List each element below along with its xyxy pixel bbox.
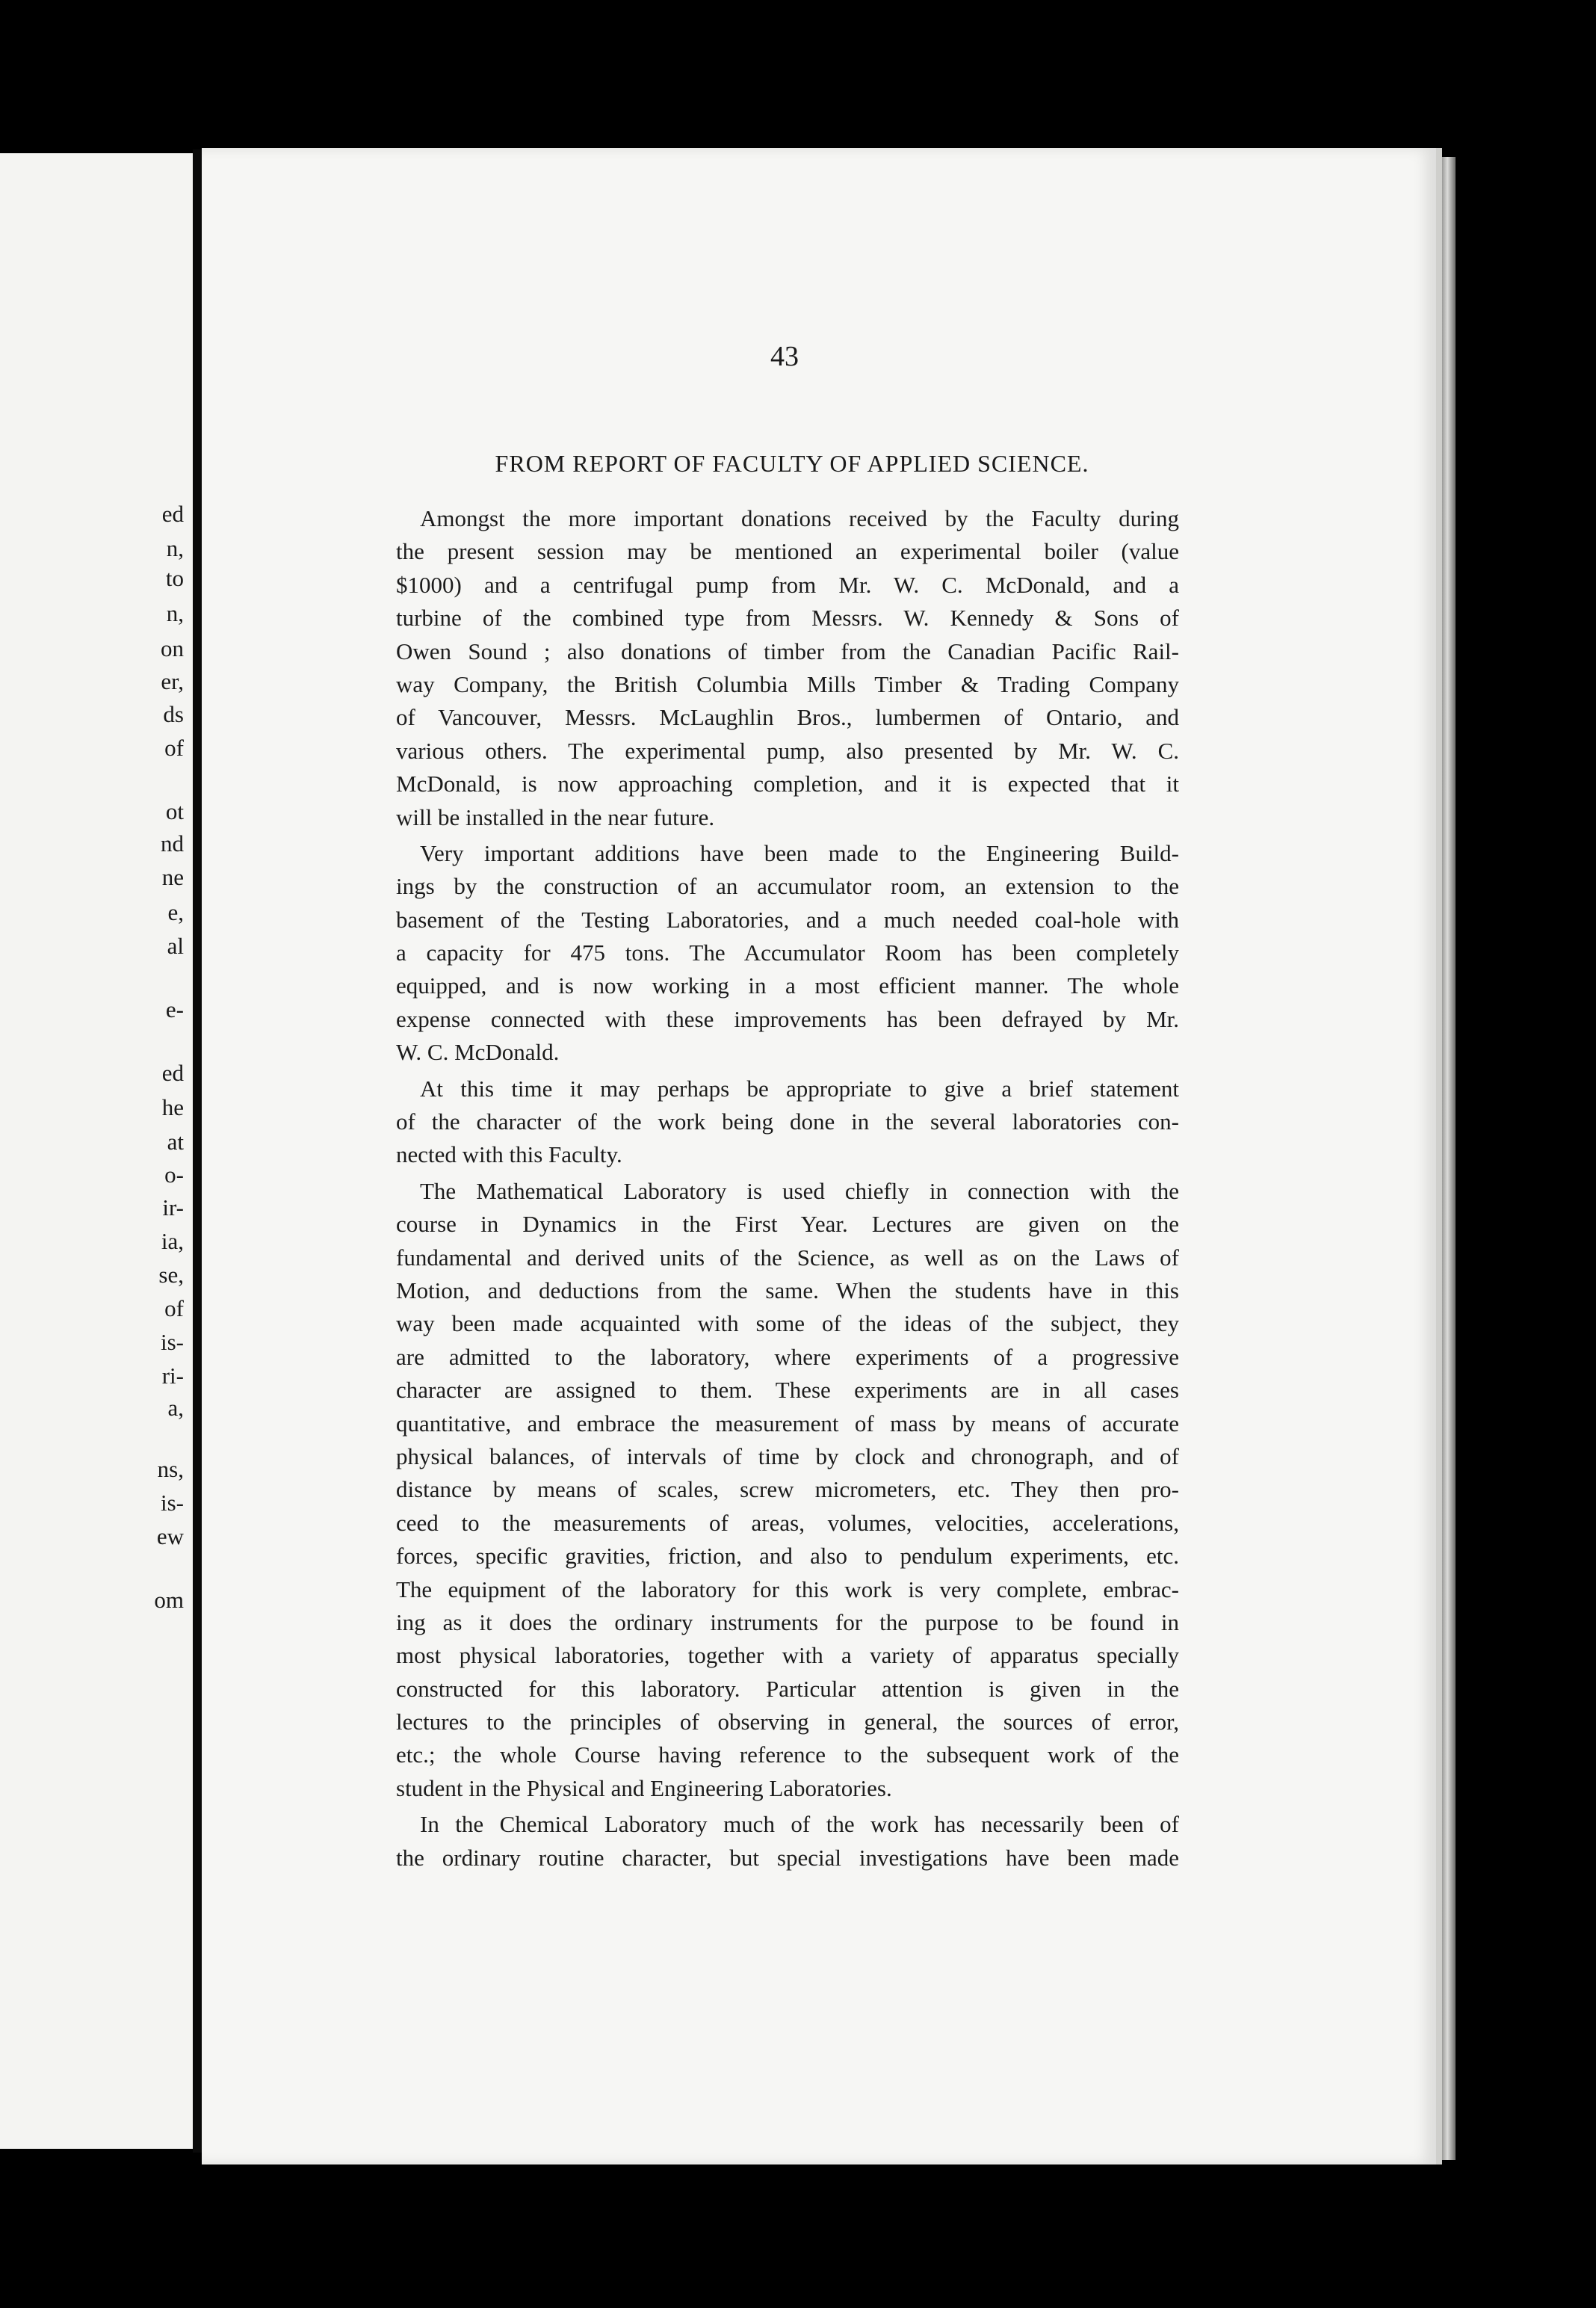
left-page-fragment: on <box>161 635 184 661</box>
left-page-fragment: ed <box>161 1060 184 1086</box>
text-line: quantitative, and embrace the measurement of mass by means of accurate <box>396 1410 1179 1437</box>
page-edge <box>1442 157 1456 2160</box>
left-page-fragment: he <box>161 1094 184 1120</box>
text-line: Motion, and deductions from the same. When the students have in this <box>396 1277 1179 1303</box>
text-line: Very important additions have been made to the Engineering Build- <box>420 839 1179 866</box>
text-line: of the character of the work being done in the several laboratories con- <box>396 1108 1179 1135</box>
text-line: are admitted to the laboratory, where experiments of a progressive <box>396 1343 1179 1370</box>
text-line: way Company, the British Columbia Mills Timber & Trading Company <box>396 670 1179 697</box>
paragraph <box>396 837 1179 1070</box>
text-line: will be installed in the near future. <box>396 803 715 830</box>
text-line: The equipment of the laboratory for this work is very complete, embrac- <box>396 1576 1179 1602</box>
text-line: ing as it does the ordinary instruments for the purpose to be found in <box>396 1608 1179 1635</box>
left-page-fragment: se, <box>158 1262 184 1288</box>
text-line: way been made acquainted with some of the ideas of the subject, they <box>396 1310 1179 1337</box>
left-page-fragment: ds <box>163 701 184 727</box>
text-line: distance by means of scales, screw micrometers, etc. They then pro- <box>396 1476 1179 1503</box>
text-line: In the Chemical Laboratory much of the work has necessarily been of <box>420 1811 1179 1838</box>
left-page-fragment: of <box>164 735 184 761</box>
left-page-fragment: ia, <box>161 1228 184 1254</box>
text-line: constructed for this laboratory. Particular attention is given in the <box>396 1675 1179 1702</box>
text-line: of Vancouver, Messrs. McLaughlin Bros., lumbermen of Ontario, and <box>396 704 1179 731</box>
left-page-fragment: is- <box>161 1329 184 1355</box>
left-page-fragment: al <box>167 933 184 959</box>
left-page-fragment: n, <box>166 600 184 626</box>
left-page-fragment: er, <box>161 668 184 694</box>
text-line: equipped, and is now working in a most efficient manner. The whole <box>396 972 1179 999</box>
text-line: ceed to the measurements of areas, volumes, velocities, accelerations, <box>396 1509 1179 1536</box>
text-line: $1000) and a centrifugal pump from Mr. W. C. McDonald, and a <box>396 571 1179 598</box>
left-page-fragment: n, <box>166 535 184 561</box>
text-line: physical balances, of intervals of time by clock and chronograph, and of <box>396 1442 1179 1469</box>
left-page-fragment: of <box>164 1295 184 1321</box>
left-page-fragment: to <box>165 565 184 591</box>
text-line: course in Dynamics in the First Year. Lectures are given on the <box>396 1211 1179 1238</box>
book-gutter <box>193 149 202 2153</box>
text-line: At this time it may perhaps be appropriate to give a brief statement <box>420 1075 1179 1102</box>
left-page-fragment: ns, <box>157 1456 184 1482</box>
text-line: most physical laboratories, together with a variety of apparatus specially <box>396 1642 1179 1669</box>
page-number: 43 <box>770 341 799 372</box>
left-page-fragment: ot <box>165 798 184 824</box>
left-page-edge <box>0 153 193 2149</box>
text-line: the ordinary routine character, but special investigations have been made <box>396 1844 1179 1871</box>
text-line: lectures to the principles of observing in general, the sources of error, <box>396 1709 1179 1735</box>
text-line: nected with this Faculty. <box>396 1141 622 1168</box>
text-line: fundamental and derived units of the Science, as well as on the Laws of <box>396 1244 1179 1271</box>
text-line: Owen Sound ; also donations of timber from the Canadian Pacific Rail- <box>396 638 1179 664</box>
left-page-fragment: o- <box>164 1161 184 1188</box>
paragraph <box>396 1073 1179 1172</box>
left-page-fragment: ne <box>161 864 184 890</box>
text-line: McDonald, is now approaching completion, and it is expected that it <box>396 771 1179 797</box>
text-line: Amongst the more important donations received by the Faculty during <box>420 505 1179 531</box>
left-page-fragment: om <box>154 1587 184 1613</box>
paragraph <box>396 1808 1179 1875</box>
report-body <box>396 502 1179 1875</box>
text-line: the present session may be mentioned an experimental boiler (value <box>396 538 1179 565</box>
left-page-fragment: e- <box>165 996 184 1022</box>
text-line: student in the Physical and Engineering Laboratories. <box>396 1774 892 1801</box>
section-heading: FROM REPORT OF FACULTY OF APPLIED SCIENCE. <box>495 450 1089 477</box>
left-page-fragment: a, <box>167 1395 184 1421</box>
text-line: The Mathematical Laboratory is used chiefly in connection with the <box>420 1177 1179 1204</box>
left-page-fragment: at <box>167 1129 184 1155</box>
text-line: various others. The experimental pump, also presented by Mr. W. C. <box>396 737 1179 764</box>
left-page-fragment: e, <box>167 899 184 925</box>
text-line: a capacity for 475 tons. The Accumulator Room has been completely <box>396 939 1179 966</box>
text-line: W. C. McDonald. <box>396 1039 560 1066</box>
left-page-fragment: ir- <box>162 1194 184 1221</box>
left-page-fragment: nd <box>161 830 184 857</box>
text-line: forces, specific gravities, friction, and also to pendulum experiments, etc. <box>396 1543 1179 1570</box>
text-line: turbine of the combined type from Messrs. W. Kennedy & Sons of <box>396 605 1179 632</box>
text-line: etc.; the whole Course having reference to the subsequent work of the <box>396 1741 1179 1768</box>
left-page-fragment: is- <box>161 1490 184 1516</box>
text-line: basement of the Testing Laboratories, and a much needed coal-hole with <box>396 906 1179 933</box>
paragraph <box>396 1175 1179 1805</box>
text-line: expense connected with these improvements has been defrayed by Mr. <box>396 1005 1179 1032</box>
paragraph <box>396 502 1179 834</box>
text-line: ings by the construction of an accumulator room, an extension to the <box>396 873 1179 900</box>
left-page-fragment: ri- <box>161 1363 184 1389</box>
left-page-fragment: ew <box>156 1523 184 1549</box>
left-page-fragment: ed <box>161 501 184 527</box>
text-line: character are assigned to them. These experiments are in all cases <box>396 1377 1179 1404</box>
